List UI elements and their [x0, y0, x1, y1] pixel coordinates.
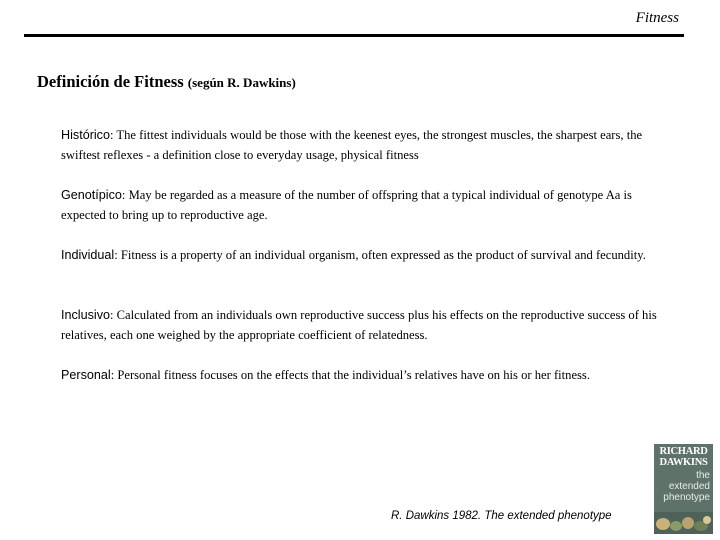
header-divider	[24, 34, 684, 37]
page-title-main: Definición de Fitness	[37, 72, 188, 91]
page-title	[37, 72, 296, 92]
definition-term: Genotípico	[61, 188, 122, 202]
definition-text: : The fittest individuals would be those with the keenest eyes, the strongest muscles, the sharpest ears, the swiftest reflexes - a definition close to everyday usage, physical fitness	[61, 128, 643, 162]
book-cover-title-line: extended	[668, 481, 710, 492]
definition-inclusivo	[61, 305, 661, 365]
book-cover-title-line: the	[696, 470, 710, 481]
definition-term: Personal	[61, 368, 111, 382]
book-cover-author	[654, 446, 713, 468]
definition-list	[61, 125, 661, 425]
definition-genotipico	[61, 185, 661, 245]
definition-text: : Calculated from an individuals own reproductive success plus his effects on the reproductive success of his relatives, each one weighed by the appropriate coefficient of relatedness.	[61, 308, 657, 342]
definition-text: : Personal fitness focuses on the effects that the individual’s relatives have on his or her fitness.	[110, 368, 590, 382]
definition-text: : Fitness is a property of an individual organism, often expressed as the product of survival and fecundity.	[114, 248, 646, 262]
book-cover-subtitle	[654, 505, 713, 509]
definition-individual	[61, 245, 661, 305]
book-cover-title-line: phenotype	[663, 492, 710, 503]
header-title: Fitness	[635, 10, 679, 26]
definition-term: Individual	[61, 248, 115, 262]
page-title-subtitle: (según R. Dawkins)	[187, 75, 296, 90]
reference-caption: R. Dawkins 1982. The extended phenotype	[391, 510, 612, 522]
book-cover-title	[654, 470, 713, 503]
book-cover-artwork	[654, 512, 713, 534]
book-cover-image	[654, 444, 713, 534]
definition-personal	[61, 365, 661, 425]
definition-term: Inclusivo	[61, 308, 110, 322]
definition-historico	[61, 125, 661, 185]
definition-term: Histórico	[61, 128, 110, 142]
book-cover-author-last: DAWKINS	[659, 457, 708, 468]
book-cover-author-first: RICHARD	[659, 446, 708, 457]
definition-text: : May be regarded as a measure of the number of offspring that a typical individual of genotype Aa is expected to bring up to reproductive age.	[61, 188, 632, 222]
